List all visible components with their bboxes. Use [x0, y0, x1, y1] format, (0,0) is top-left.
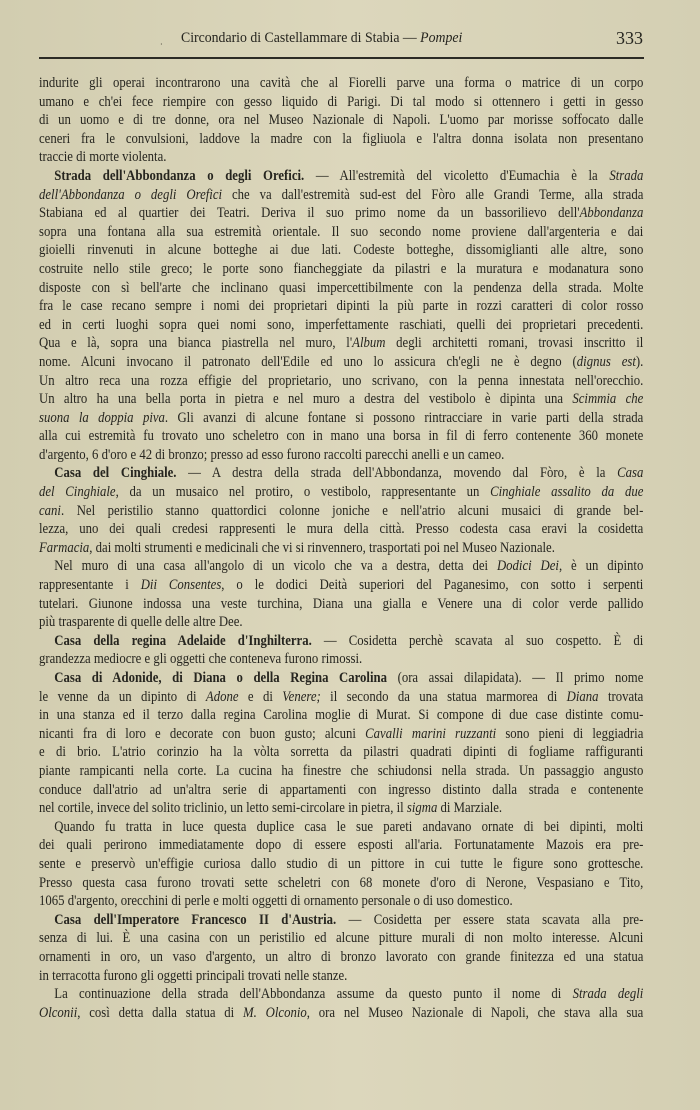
text-run: , ora nel Museo Nazionale di Napoli, che stava alla sua [306, 1004, 644, 1021]
text-run: Stabiana ed al quartier dei Teatri. Deriva il suo primo nome da un bassorilievo dell' [39, 205, 580, 222]
text-run: , è un dipinto [558, 558, 644, 575]
print-mark: · [160, 40, 163, 49]
text-run: Un altro reca una rozza effigie del proprietario, uno scrivano, con la penna innestata nell'orecchio. [39, 372, 644, 389]
text-line [39, 204, 643, 223]
text-line [39, 632, 643, 651]
text-run: , dai molti strumenti e medicinali che vi si rinvennero, trasportati poi nel Museo Nazionale. [89, 539, 555, 556]
text-line [39, 929, 643, 948]
text-run: . Nel peristilio stanno quattordici colonne joniche e nell'atrio alcuni musaici di grande bel- [60, 502, 644, 519]
text-run: in una stanza ed il terzo dalla regina Carolina moglie di Murat. Si compone di due case distinte comu- [39, 707, 644, 724]
text-line [39, 483, 643, 502]
text-line [39, 93, 643, 112]
text-line [39, 148, 643, 167]
header-rule [39, 57, 644, 59]
text-run: traccie di morte violenta. [39, 149, 167, 166]
text-run: in terracotta furono gli oggetti principali trovati nelle stanze. [39, 967, 348, 984]
text-run: ornamenti in oro, un vaso d'argento, un altro di bronzo lavorato con grande finitezza ed una statua [39, 948, 644, 965]
text-line [39, 967, 643, 986]
text-line [39, 74, 643, 93]
text-run: degli architetti romani, trovasi inscritto il [385, 335, 644, 352]
text-line [39, 260, 643, 279]
text-line [39, 781, 643, 800]
body-text [39, 74, 643, 1022]
text-line [39, 427, 643, 446]
text-line [39, 353, 643, 372]
italic-run: dignus est [576, 353, 636, 370]
section-heading: Casa di Adonide, di Diana o della Regina Carolina [54, 670, 387, 686]
italic-run: M. Olconio [243, 1004, 307, 1021]
italic-run: Strada [609, 167, 644, 184]
text-line [39, 297, 643, 316]
italic-run: Dodici Dei [496, 558, 559, 575]
text-line [39, 762, 643, 781]
text-line [39, 1004, 643, 1023]
text-line [39, 279, 643, 298]
text-line [39, 520, 643, 539]
italic-run: Cavalli marini ruzzanti [365, 725, 497, 742]
text-run: La continuazione della strada dell'Abbondanza assume da questo punto il nome di [54, 986, 573, 1003]
text-run: lezza, uno dei quali credesi rappresenti le mura della città. Presso codesta casa eravi la cosidetta [39, 521, 644, 538]
italic-run: Casa [617, 465, 644, 482]
text-run: di un uomo e di tre donne, ora nel Museo Nazionale di Napoli. L'uomo par morisse soffocato dalle [39, 112, 644, 129]
text-run: d'argento, 6 d'oro e 42 di bronzo; presso ad esso furono raccolti parecchi anelli e un cameo. [39, 446, 505, 463]
text-line [39, 223, 643, 242]
text-run: conduce dall'atrio ad un'altra serie di appartamenti con ingresso distinto dalla strada e contenente [39, 781, 644, 798]
text-line [39, 669, 643, 688]
text-run: Quando fu tratta in luce questa duplice casa le sue pareti andavano ornate di bei dipinti, molti [54, 818, 644, 835]
text-line [39, 167, 643, 186]
text-line [39, 613, 643, 632]
text-line [39, 390, 643, 409]
text-run: grandezza mediocre e gli oggetti che conteneva furono rimossi. [39, 651, 363, 668]
text-run: costruite nello stile greco; le porte sono fiancheggiate da pilastri e la muratura e modanatura sono [39, 260, 644, 277]
text-line [39, 576, 643, 595]
text-run: , così detta dalla statua di [77, 1004, 244, 1021]
text-run: ceneri fra le convulsioni, laddove la madre con la figliuola e l'altra donna isolata non presentano [39, 130, 644, 147]
text-line [39, 446, 643, 465]
section-heading: Strada dell'Abbondanza o degli Orefici. [54, 167, 305, 184]
italic-run: Scimmia che [572, 391, 644, 408]
text-run: Nel muro di una casa all'angolo di un vicolo che va a destra, detta dei [54, 558, 497, 575]
text-run: nel cortile, invece del solito triclinio, un letto semi-circolare in pietra, il [39, 800, 407, 817]
italic-run: cani [39, 502, 61, 519]
text-line [39, 985, 643, 1004]
italic-run: Adone [205, 688, 239, 705]
text-line [39, 595, 643, 614]
text-run: , o le dodici Deità superiori del Paganesimo, con sotto i serpenti [221, 577, 644, 594]
text-run: — A destra della strada dell'Abbondanza, movendo dal Fòro, è la [176, 465, 618, 482]
text-run: più trasparente di quelle delle altre Dee. [39, 614, 243, 631]
text-line [39, 892, 643, 911]
text-line [39, 241, 643, 260]
text-line [39, 111, 643, 130]
italic-run: Abbondanza [579, 205, 644, 222]
text-line [39, 836, 643, 855]
running-title-text: Circondario di Castellammare di Stabia — [181, 30, 421, 46]
text-line [39, 186, 643, 205]
text-line [39, 688, 643, 707]
text-run: ). [635, 353, 644, 370]
text-run: gioielli rinvenuti in alcune botteghe ai due lati. Codeste botteghe, dissomiglianti alle altre, sono [39, 242, 644, 259]
text-run: piante rampicanti nella corte. La cucina ha finestre che schiudonsi nella strada. Un passaggio angusto [39, 762, 644, 779]
text-run: alla cui estremità fu trovato uno scheletro con in mano una borsa in fil di ferro contenente 360 monete [39, 428, 644, 445]
text-run: sopra una fontana alla sua estremità orientale. Il suo secondo nome proviene dall'argenteria e dai [39, 223, 644, 240]
italic-run: Album [352, 335, 386, 352]
text-line [39, 799, 643, 818]
text-run: disposte con sì bell'arte che inclinano quasi impercettibilmente con la pendenza della strada. Molte [39, 279, 644, 296]
italic-run: Diana [566, 688, 599, 705]
italic-run: Strada degli [572, 986, 644, 1003]
running-header [0, 30, 700, 50]
text-run: fra le case recano sempre i nomi dei proprietari dipinti la più parte in rozzi caratteri di color rosso [39, 298, 644, 315]
italic-run: Farmacia [39, 539, 90, 556]
text-run: tutelari. Giunone indossa una veste turchina, Diana una gialla e Venere una di color verde pallido [39, 595, 644, 612]
text-line [39, 409, 643, 428]
text-line [39, 557, 643, 576]
text-line [39, 539, 643, 558]
text-line [39, 874, 643, 893]
text-line [39, 743, 643, 762]
text-line [39, 372, 643, 391]
running-title-italic: Pompei [420, 30, 463, 46]
text-run: . Gli avanzi di alcune fontane si possono rintracciare in varie parti della strada [164, 409, 644, 426]
text-run: 1065 d'argento, orecchini di perle e molti oggetti di ornamento personale o di uso domestico. [39, 893, 513, 910]
text-run: — Cosidetta per essere stata scavata alla pre- [336, 911, 644, 928]
text-run: Un altro ha una bella porta in pietra e nel muro a destra del vestibolo è dipinta una [39, 391, 573, 408]
text-line [39, 948, 643, 967]
text-run: nome. Alcuni invocano il patronato dell'Edile ed uno lo assicura ch'egli ne è degno ( [39, 353, 577, 370]
italic-run: Cinghiale assalito da due [490, 484, 644, 501]
text-run: che va dall'estremità sud-est del Fòro alle Grandi Terme, alla strada [222, 186, 644, 203]
text-line [39, 855, 643, 874]
text-run: ed in certi luoghi sopra quei nomi sono, imperfettamente raschiati, quelli dei proprietari precedenti. [39, 316, 644, 333]
text-run: dei quali perirono immediatamente dopo di essere esposti all'aria. Fortunatamente Mazois era pre- [39, 837, 644, 854]
text-line [39, 911, 643, 930]
text-run: , da un musaico nel protiro, o vestibolo, rappresentante un [115, 484, 491, 501]
section-heading: Casa dell'Imperatore Francesco II d'Austria. [54, 911, 337, 928]
text-line [39, 818, 643, 837]
page-number: 333 [616, 28, 643, 48]
section-heading: Casa della regina Adelaide d'Inghilterra. [54, 632, 312, 649]
text-line [39, 130, 643, 149]
text-run: umano e ch'ei fece riempire con gesso liquido di Parigi. Di tal modo si ottennero i getti in gesso [39, 93, 644, 110]
text-run: Qua e là, sopra una bianca piastrella nel muro, l' [39, 335, 353, 352]
italic-run: suona la doppia piva [39, 409, 165, 426]
text-run: Presso questa casa furono trovati sette scheletri con 68 monete d'oro di Nerone, Vespasiano e Tito, [39, 874, 644, 891]
text-run: — Cosidetta perchè scavata al suo cospetto. È di [311, 632, 644, 649]
text-run: le venne da un dipinto di [39, 688, 206, 705]
text-line [39, 725, 643, 744]
running-title [181, 30, 462, 47]
text-run: (ora assai dilapidata). — Il primo nome [386, 670, 644, 686]
text-run: sono pieni di leggiadria [496, 725, 644, 742]
text-line [39, 706, 643, 725]
text-line [39, 464, 643, 483]
text-run: trovata [598, 688, 644, 705]
italic-run: Venere; [282, 688, 321, 705]
italic-run: del Cinghiale [39, 484, 116, 501]
text-run: — All'estremità del vicoletto d'Eumachia è la [304, 167, 610, 184]
text-run: indurite gli operai incontrarono una cavità che al Fiorelli parve una forma o matrice di un corpo [39, 75, 644, 91]
italic-run: Olconii [39, 1004, 78, 1021]
text-line [39, 316, 643, 335]
text-run: e di brio. L'atrio corinzio ha la vòlta sorretta da pilastri quadrati dipinti di fogliame raffiguranti [39, 744, 644, 761]
text-run: e di [238, 688, 283, 705]
italic-run: sigma [406, 800, 438, 817]
text-run: nicanti fra di loro e decorate con buon gusto; alcuni [39, 725, 366, 742]
text-run: rappresentante i [39, 577, 141, 594]
text-run: sente e preservò un'effigie curiosa dallo studio di un pittore in cui tutte le figure sono grottesche. [39, 855, 644, 872]
text-line [39, 502, 643, 521]
text-run: senza di lui. È una casina con un peristilio ed alcune pitture murali di non molto interesse. Alcuni [39, 930, 644, 947]
italic-run: Dii Consentes [140, 577, 222, 594]
text-run: il secondo da una statua marmorea di [320, 688, 567, 705]
section-heading: Casa del Cinghiale. [54, 465, 177, 482]
text-run: di Marziale. [437, 800, 503, 817]
text-line [39, 650, 643, 669]
italic-run: dell'Abbondanza o degli Orefici [39, 186, 223, 203]
text-line [39, 334, 643, 353]
